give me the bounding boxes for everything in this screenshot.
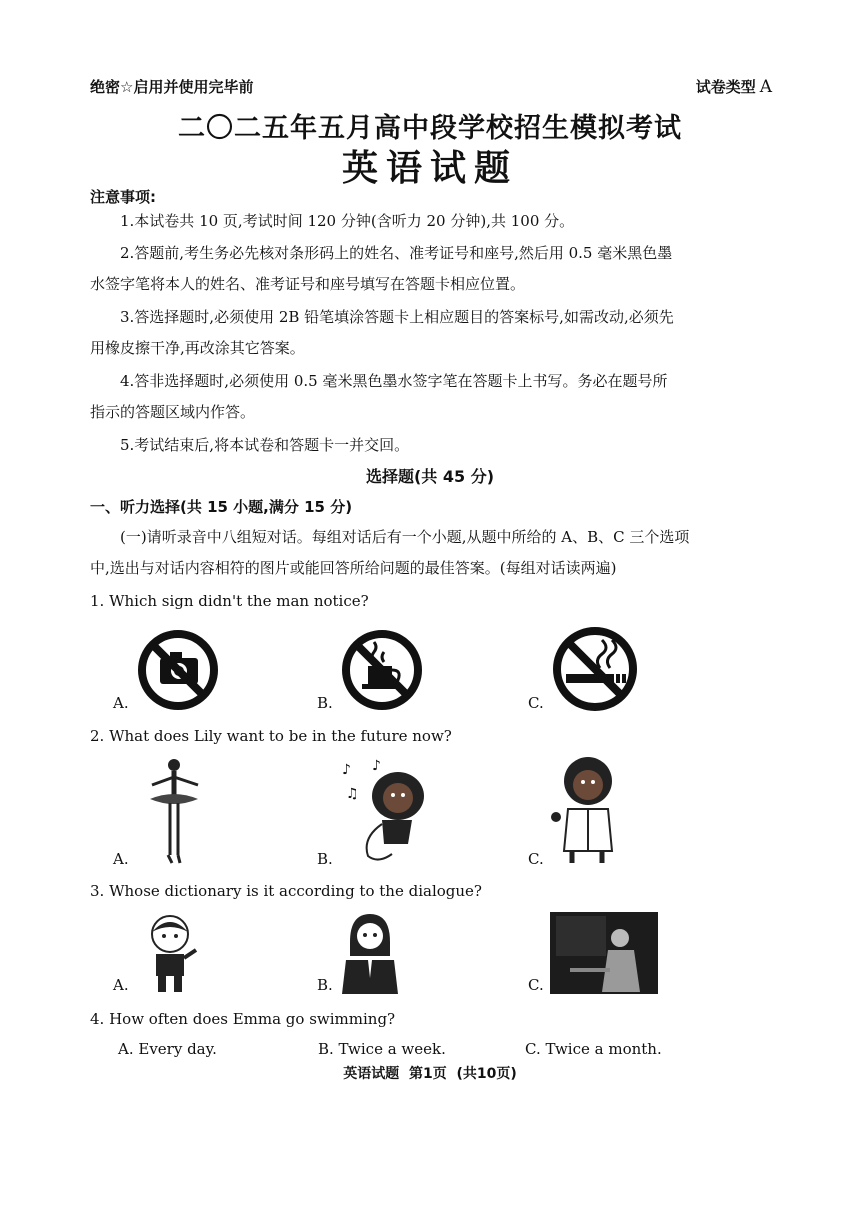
subject-title: 英语试题 <box>341 147 518 189</box>
question-1-stem: 1. Which sign didn't the man notice? <box>90 592 369 610</box>
section-title: 选择题(共 45 分) <box>365 467 495 486</box>
notice-item-3: 3.答选择题时,必须使用 2B 铅笔填涂答题卡上相应题目的答案标号,如需改动,必须先 用橡皮擦干净,再改涂其它答案。 <box>90 308 674 357</box>
singer-icon <box>342 758 434 866</box>
q3-option-a: A. <box>113 976 129 994</box>
paper-type-label: 试卷类型 <box>695 78 756 96</box>
question-2-stem: 2. What does Lily want to be in the future now? <box>90 727 452 745</box>
paper-type <box>696 76 772 97</box>
part1-instruction: (一)请听录音中八组短对话。每组对话后有一个小题,从题中所给的 A、B、C 三个选项 中,选出与对话内容相符的图片或能回答所给问题的最佳答案。(每组对话读两遍) <box>90 528 690 577</box>
doctor-icon <box>548 755 626 867</box>
boy-icon <box>140 912 202 996</box>
page-footer: 英语试题 第1页 (共10页) <box>343 1066 517 1082</box>
q1-option-a: A. <box>113 694 129 712</box>
q1-option-c: C. <box>528 694 544 712</box>
question-4-stem: 4. How often does Emma go swimming? <box>90 1010 396 1028</box>
girl-icon <box>340 912 402 996</box>
svg-text:♪: ♪ <box>342 762 351 778</box>
q4-option-c: C. Twice a month. <box>525 1040 662 1058</box>
part1-title: 一、听力选择(共 15 小题,满分 15 分) <box>90 498 353 516</box>
ballet-dancer-icon <box>138 755 210 865</box>
paper-type-letter: A <box>759 77 772 97</box>
woman-photo-icon <box>550 912 658 994</box>
no-smoking-sign-icon <box>550 624 640 714</box>
q2-option-b: B. <box>317 850 333 868</box>
exam-title: 二〇二五年五月高中段学校招生模拟考试 <box>178 113 682 144</box>
svg-text:♪: ♪ <box>372 758 381 774</box>
notice-item-1: 1.本试卷共 10 页,考试时间 120 分钟(含听力 20 分钟),共 100 分。 <box>120 212 575 230</box>
q4-option-a: A. Every day. <box>118 1040 217 1058</box>
notice-item-4: 4.答非选择题时,必须使用 0.5 毫米黑色墨水签字笔在答题卡上书写。务必在题号所 指示的答题区域内作答。 <box>90 372 668 421</box>
q3-option-c: C. <box>528 976 544 994</box>
q3-option-b: B. <box>317 976 333 994</box>
q4-option-b: B. Twice a week. <box>318 1040 446 1058</box>
no-camera-sign-icon <box>136 628 220 712</box>
q2-option-a: A. <box>113 850 129 868</box>
notice-item-2: 2.答题前,考生务必先核对条形码上的姓名、准考证号和座号,然后用 0.5 毫米黑色墨 水签字笔将本人的姓名、准考证号和座号填写在答题卡相应位置。 <box>90 244 673 293</box>
q1-option-b: B. <box>317 694 333 712</box>
confidential-label: 绝密☆启用并使用完毕前 <box>90 78 254 96</box>
question-3-stem: 3. Whose dictionary is it according to the dialogue? <box>90 882 482 900</box>
svg-text:♫: ♫ <box>346 786 359 802</box>
q2-option-c: C. <box>528 850 544 868</box>
notice-item-5: 5.考试结束后,将本试卷和答题卡一并交回。 <box>120 436 410 454</box>
no-hot-drink-sign-icon <box>340 628 424 712</box>
notice-heading: 注意事项: <box>90 188 156 206</box>
